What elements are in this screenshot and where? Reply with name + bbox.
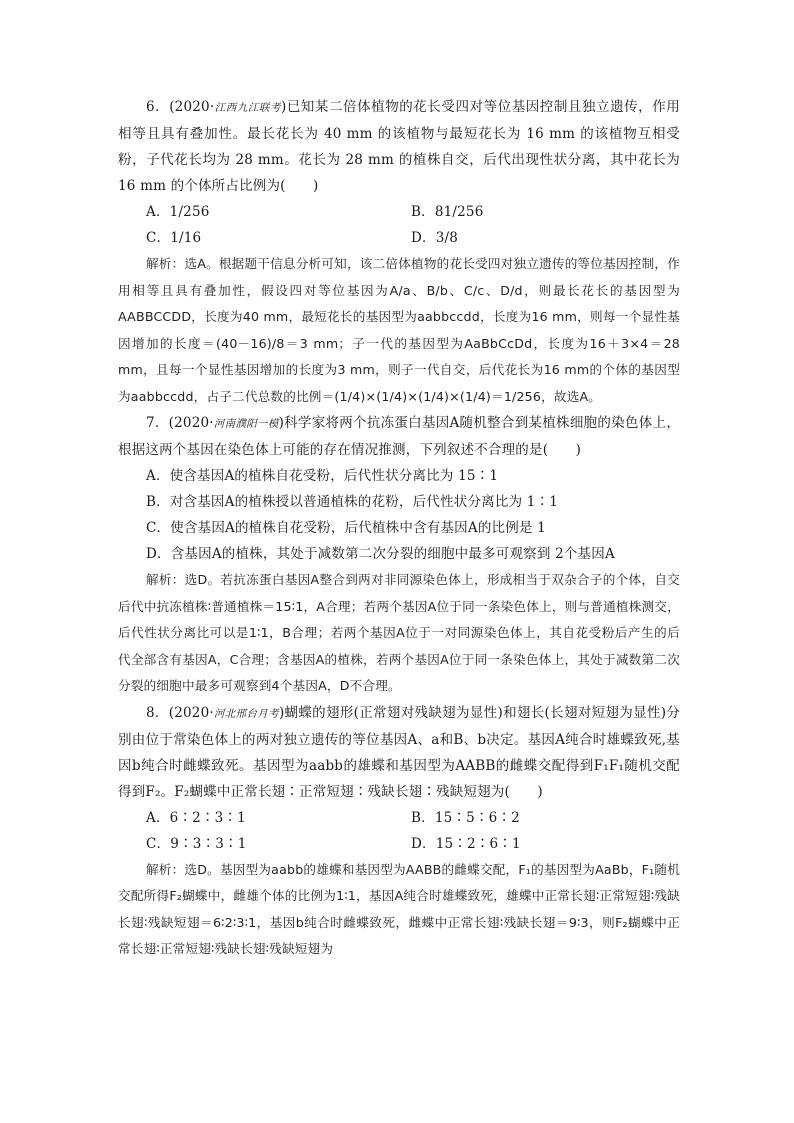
question-6-options-row-1	[118, 199, 680, 225]
question-8-options-row-1	[118, 805, 680, 831]
question-6-option-d: D．3/8	[411, 230, 459, 246]
question-6-analysis: 解析：选A。根据题干信息分析可知，该二倍体植物的花长受四对独立遗传的等位基因控制，作用相等且具有叠加性，假设四对等位基因为A/a、B/b、C/c、D/d，则最长花长的基因型为AABBCCDD，长度为40 mm，最短花长的基因型为aabbccdd，长度为16 mm，则每一个显性基因增加的长度＝(40－16)/8＝3 mm；子一代的基因型为AaBbCcDd，长度为16＋3×4＝28 mm，且每一个显性基因增加的长度为3 mm，则子一代自交，后代花长为16 mm的个体的基因型为aabbccdd，占子二代总数的比例＝(1/4)×(1/4)×(1/4)×(1/4)＝1/256，故选A。	[118, 256, 680, 404]
question-7-analysis: 解析：选D。若抗冻蛋白基因A整合到两对非同源染色体上，形成相当于双杂合子的个体，自交后代中抗冻植株∶普通植株＝15∶1，A合理；若两个基因A位于同一条染色体上，则与普通植株测交，后代性状分离比可以是1∶1，B合理；若两个基因A位于一对同源染色体上，其自花受粉后产生的后代全部含有基因A，C合理；含基因A的植株，若两个基因A位于同一条染色体上，其处于减数第二次分裂的细胞中最多可观察到4个基因A，D不合理。	[118, 572, 680, 693]
question-8-option-c: C．9∶3∶3∶1	[146, 835, 247, 852]
question-8-option-a: A．6∶2∶3∶1	[146, 809, 246, 826]
question-6-number: 6．(2020·	[146, 99, 215, 115]
question-7-option-d: D．含基因A的植株，其处于减数第二次分裂的细胞中最多可观察到 2个基因A	[146, 546, 615, 562]
question-6	[118, 94, 680, 410]
question-7-source: 河南濮阳一模	[213, 418, 279, 430]
question-8-stem	[118, 700, 680, 805]
question-6-option-a: A．1/256	[146, 204, 210, 220]
question-6-stem	[118, 94, 680, 199]
question-7-text: )科学家将两个抗冻蛋白基因A随机整合到某植株细胞的染色体上，根据这两个基因在染色体上可能的存在情况推测，下列叙述不合理的是( )	[118, 415, 681, 458]
question-8-option-d: D．15∶2∶6∶1	[411, 835, 521, 852]
question-7	[118, 410, 680, 700]
question-8-text: )蝴蝶的翅形(正常翅对残缺翅为显性)和翅长(长翅对短翅为显性)分别由位于常染色体上的两对独立遗传的等位基因A、a和B、b决定。基因A纯合时雄蝶致死,基因b纯合时雌蝶致死。基因型为aabb的雄蝶和基因型为AABB的雌蝶交配得到F₁F₁随机交配得到F₂。F₂蝴蝶中正常长翅∶正常短翅∶残缺长翅∶残缺短翅为( )	[118, 704, 681, 800]
question-7-stem	[118, 410, 680, 463]
question-8	[118, 700, 680, 963]
question-7-number: 7．(2020·	[146, 415, 214, 431]
question-8-option-b: B．15∶5∶6∶2	[411, 809, 520, 826]
question-8-analysis: 解析：选D。基因型为aabb的雄蝶和基因型为AABB的雌蝶交配，F₁的基因型为AaBb，F₁随机交配所得F₂蝴蝶中，雌雄个体的比例为1∶1，基因A纯合时雄蝶致死，雄蝶中正常长翅∶正常短翅∶残缺长翅∶残缺短翅＝6∶2∶3∶1，基因b纯合时雌蝶致死，雌蝶中正常长翅∶残缺长翅＝9∶3，则F₂蝴蝶中正常长翅∶正常短翅∶残缺长翅∶残缺短翅为	[118, 861, 680, 956]
question-6-options-row-2	[118, 225, 680, 251]
question-7-option-c: C．使含基因A的植株自花受粉，后代植株中含有基因A的比例是 1	[146, 520, 546, 536]
question-6-source: 江西九江联考	[214, 102, 281, 114]
question-7-option-b: B．对含基因A的植株授以普通植株的花粉，后代性状分离比为 1∶1	[146, 494, 559, 510]
question-8-source: 河北邢台月考	[213, 707, 279, 720]
page-content	[118, 94, 680, 963]
question-6-text: )已知某二倍体植物的花长受四对等位基因控制且独立遗传，作用相等且具有叠加性。最长花长为 40 mm 的该植物与最短花长为 16 mm 的该植物互相受粉，子代花长均为 28 mm。花长为 28 mm 的植株自交，后代出现性状分离，其中花长为 16 mm 的个体所占比例为( )	[118, 99, 680, 194]
question-8-number: 8．(2020·	[146, 704, 214, 721]
question-7-option-a: A．使含基因A的植株自花受粉，后代性状分离比为 15∶1	[146, 468, 499, 484]
question-8-options-row-2	[118, 831, 680, 857]
question-6-option-b: B．81/256	[411, 204, 484, 220]
question-6-option-c: C．1/16	[146, 230, 202, 246]
